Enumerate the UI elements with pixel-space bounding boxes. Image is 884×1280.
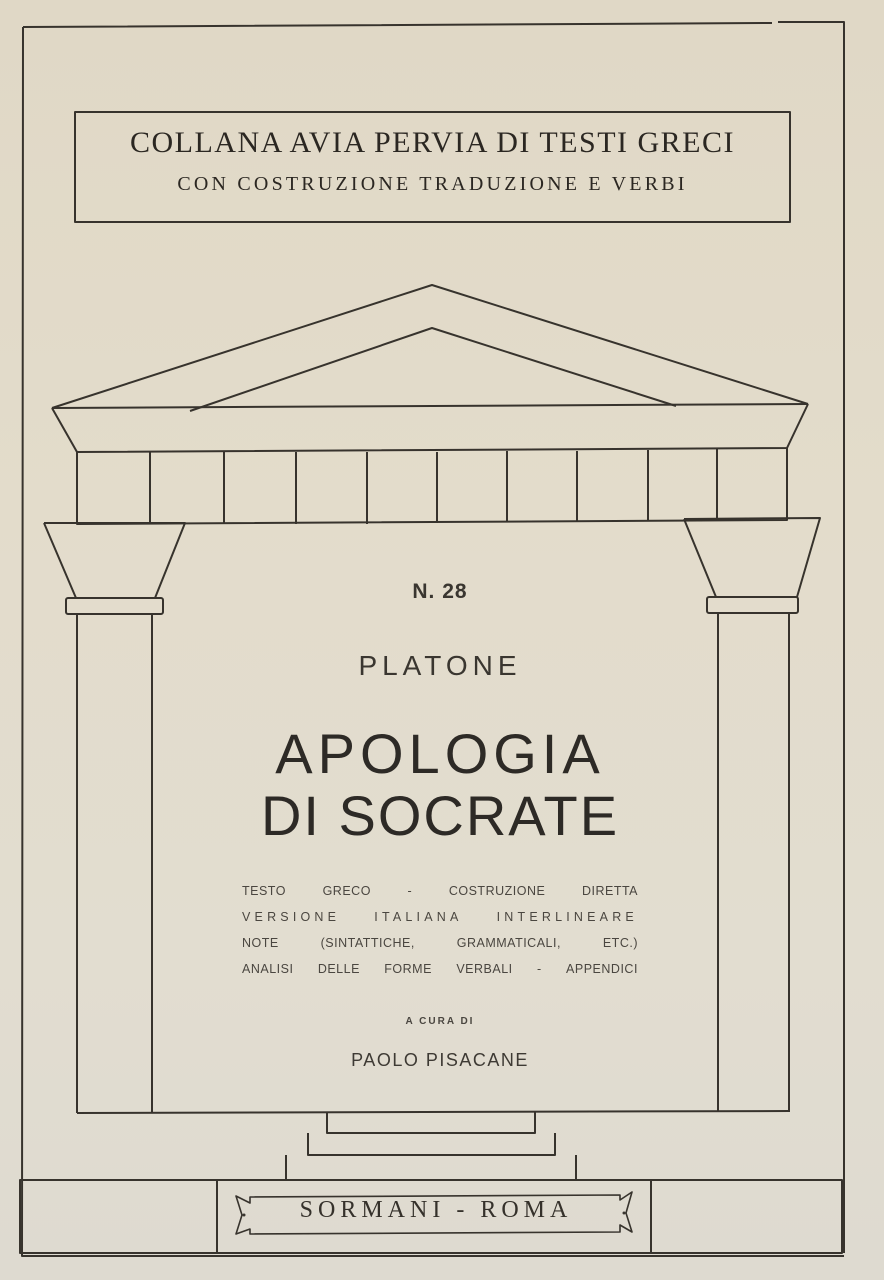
- series-number: N. 28: [412, 580, 468, 603]
- left-column-shaft: [77, 614, 152, 1113]
- pediment-outer: [52, 285, 808, 408]
- stylobate-line: [77, 1111, 789, 1113]
- frieze: [77, 448, 787, 524]
- author-name: PLATONE: [358, 650, 522, 681]
- description-line-4: ANALISI DELLE FORME VERBALI - APPENDICI: [242, 962, 638, 976]
- description-line-1: TESTO GRECO - COSTRUZIONE DIRETTA: [242, 884, 638, 898]
- publisher-name: SORMANI - ROMA: [299, 1197, 573, 1223]
- series-title: COLLANA AVIA PERVIA DI TESTI GRECI: [129, 126, 736, 159]
- steps: [286, 1112, 576, 1180]
- description-line-2: VERSIONE ITALIANA INTERLINEARE: [242, 910, 638, 924]
- cornice-line: [52, 404, 808, 408]
- book-title-line2: DI SOCRATE: [260, 784, 620, 847]
- right-capital: [684, 518, 820, 597]
- left-capital-ring: [66, 598, 163, 614]
- entablature: [52, 404, 808, 452]
- description-line-3: NOTE (SINTATTICHE, GRAMMATICALI, ETC.): [242, 936, 638, 950]
- book-title-line1: APOLOGIA: [275, 722, 605, 785]
- right-column-shaft: [718, 613, 789, 1112]
- series-subtitle: CON COSTRUZIONE TRADUZIONE E VERBI: [177, 173, 688, 195]
- right-capital-ring: [707, 597, 798, 613]
- editor-name: PAOLO PISACANE: [351, 1050, 529, 1070]
- edited-by-label: A CURA DI: [405, 1016, 475, 1027]
- left-capital: [44, 523, 185, 598]
